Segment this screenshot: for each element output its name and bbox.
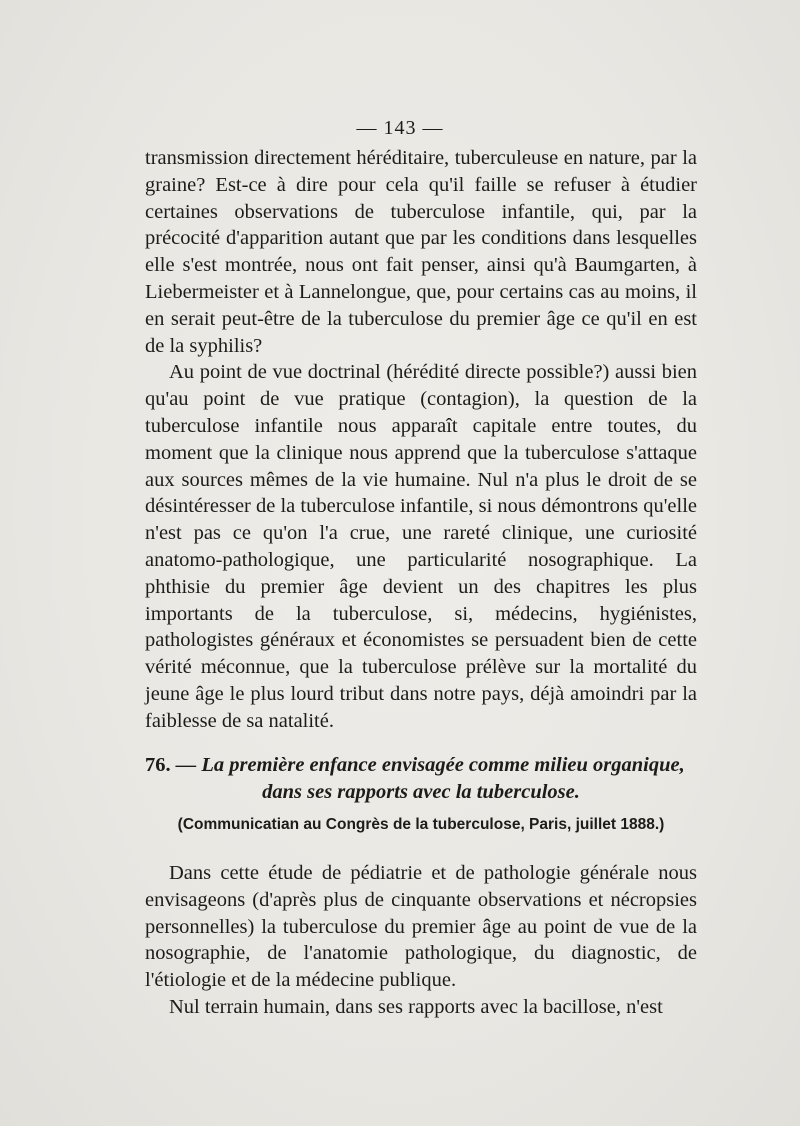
communication-note: (Communicatian au Congrès de la tuberculose, Paris, juillet 1888.) <box>177 816 665 833</box>
paragraph: transmission directement héréditaire, tuberculeuse en nature, par la graine? Est-ce à dire pour cela qu'il faille se refuser à étudier certaines observations de tuberculose infantile, qui, par la précocité d'apparition autant que par les conditions dans lesquelles elle s'est montrée, nous ont fait penser, ainsi qu'à Baumgarten, à Liebermeister et à Lannelongue, que, pour certains cas au moins, il en serait peut-être de la tuberculose du premier âge ce qu'il en est de la syphilis? <box>145 147 697 357</box>
body-text-top <box>145 145 697 735</box>
body-text-bottom <box>145 860 697 1021</box>
section-title-line-2: dans ses rapports avec la tuberculose. <box>262 781 580 803</box>
paragraph: Nul terrain humain, dans ses rapports avec la bacillose, n'est <box>169 995 663 1018</box>
page-number: — 143 — <box>356 117 444 139</box>
paragraph: Au point de vue doctrinal (hérédité directe possible?) aussi bien qu'au point de vue pratique (contagion), la question de la tuberculose infantile nous apparaît capitale entre toutes, du moment que la clinique nous apprend que la tuberculose s'attaque aux sources mêmes de la vie humaine. Nul n'a plus le droit de se désintéresser de la tuberculose infantile, si nous démontrons qu'elle n'est pas ce qu'on l'a crue, une rareté clinique, une curiosité anatomo-pathologique, une particularité nosographique. La phthisie du premier âge devient un des chapitres les plus importants de la tuberculose, si, médecins, hygiénistes, pathologistes généraux et économistes se persuadent bien de cette vérité méconnue, que la tuberculose prélève sur la mortalité du jeune âge le plus lourd tribut dans notre pays, déjà amoindri par la faiblesse de sa natalité. <box>145 361 697 732</box>
section-number: 76. <box>145 754 171 776</box>
paragraph: Dans cette étude de pédiatrie et de pathologie générale nous envisageons (d'après plus de cinquante observations et nécropsies personnelles) la tuberculose du premier âge au point de vue de la nosographie, de l'anatomie pathologique, du diagnostic, de l'étiologie et de la médecine publique. <box>145 862 697 992</box>
section-title-line-1: — La première enfance envisagée comme milieu organique, <box>175 754 685 776</box>
section-heading <box>145 752 697 806</box>
